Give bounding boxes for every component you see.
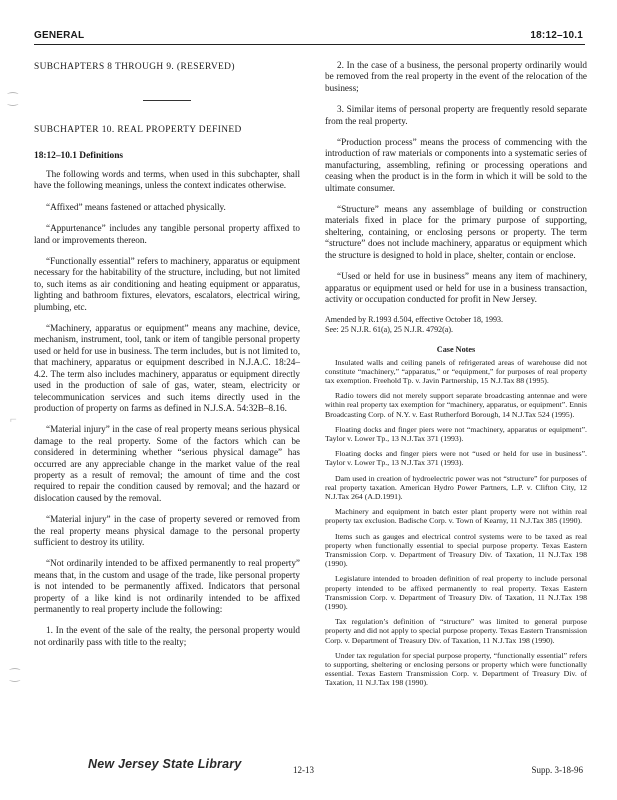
definition-material-injury-real: “Material injury” in the case of real property means serious physical damage to the real property. Some of the factors which can be considered in determining whether “serious physical damage” has occurred are any appreciable change in the market value of the real property as a result of removal; the amount of time and the cost required to repair the condition caused by removal; and the hazard or dislocation caused by the removal. xyxy=(34,424,300,503)
case-note: Floating docks and finger piers were not “used or held for use in business”. Taylor v. Lower Tp., 13 N.J.Tax 371 (1993). xyxy=(325,449,587,468)
definition-affixed: “Affixed” means fastened or attached physically. xyxy=(46,201,226,212)
margin-scribble: ⁐ xyxy=(10,668,20,682)
case-notes-title: Case Notes xyxy=(436,344,476,354)
left-column xyxy=(34,60,300,658)
case-note: Floating docks and finger piers were not “machinery, apparatus or equipment”. Taylor v. Lower Tp., 13 N.J.Tax 371 (1993). xyxy=(325,424,587,443)
case-note: Items such as gauges and electrical control systems were to be taxed as real property when functionally essential to special purpose property. Texas Eastern Transmission Corp. v. Department of Treasury Div. of Taxation, 11 N.J.Tax 198 (1990). xyxy=(325,531,587,569)
margin-scribble: ⁐ xyxy=(8,92,18,106)
margin-scribble: ⌐ xyxy=(10,412,17,426)
case-note: Under tax regulation for special purpose property, “functionally essential” refers to supporting, sheltering or enclosing persons or property which were functionally essential. Texas Eastern Transmission Corp. v. Department of Treasury Div. of Taxation, 11 N.J.Tax 198 (1990). xyxy=(325,650,587,688)
definition-appurtenance: “Appurtenance” includes any tangible personal property affixed to land or improvements thereon. xyxy=(34,223,300,245)
case-note: Radio towers did not merely support separate broadcasting antennae and were within real property tax exemption for “machinery, apparatus, or equipment”. Ennis Broadcasting Corp. of N.Y. v. East Rutherford Borough, 14 N.J.Tax 524 (1995). xyxy=(325,391,587,419)
page-number: 12-13 xyxy=(293,765,314,775)
case-note: Tax regulation’s definition of “structure” was limited to general purpose property and did not apply to special purpose property. Texas Eastern Transmission Corp. v. Department of Treasury Div. of Taxation, 11 N.J.Tax 198 (1990). xyxy=(325,617,587,645)
definition-production-process: “Production process” means the process of commencing with the introduction of raw materials or components into a systematic series of manufacturing, assembling, refining or processing operations and ceasing when the product is in the form in which it will be sold to the ultimate consumer. xyxy=(325,137,587,193)
list-item: 3. Similar items of personal property are frequently resold separate from the real property. xyxy=(325,104,587,126)
definition-used-in-business: “Used or held for use in business” means any item of machinery, apparatus or equipment used or held for use in a business transaction, activity or occupation conducted for profit in New Jersey. xyxy=(325,271,587,304)
intro-paragraph: The following words and terms, when used in this subchapter, shall have the following meanings, unless the context indicates otherwise. xyxy=(34,169,300,191)
subchapter-title: SUBCHAPTER 10. REAL PROPERTY DEFINED xyxy=(34,125,242,135)
definition-functionally-essential: “Functionally essential” refers to machinery, apparatus or equipment necessary for the habitability of the structure, including, but not limited to, such items as air conditioning and heating equipment or apparatus, lighting and bathroom fixtures, elevators, escalators, electrical wiring, plumbing, etc. xyxy=(34,256,300,312)
list-item: 2. In the case of a business, the personal property ordinarily would be removed from the real property in the event of the relocation of the business; xyxy=(325,60,587,93)
case-note: Insulated walls and ceiling panels of refrigerated areas of warehouse did not constitute “machinery,” “apparatus,” or “equipment,” for purposes of real property tax exemption. Freehold Tp. v. Javin Partnership, 15 N.J.Tax 88 (1995). xyxy=(325,357,587,385)
definition-structure: “Structure” means any assemblage of building or construction materials fixed in place for the primary purpose of supporting, sheltering, containing, or enclosing persons or property. The term “structure” does not include machinery, apparatus or equipment which the structure is designed to hold in place, shelter, contain or enclose. xyxy=(325,204,587,260)
subchapter-reserved-heading: SUBCHAPTERS 8 THROUGH 9. (RESERVED) xyxy=(34,62,235,72)
section-heading: 18:12–10.1 Definitions xyxy=(34,151,124,161)
running-header-left: GENERAL xyxy=(34,30,85,41)
definition-machinery: “Machinery, apparatus or equipment” means any machine, device, mechanism, instrument, tool, tank or item of tangible personal property used or held for use in business. The term includes, but is not limited to, that machinery, apparatus or equipment described in N.J.A.C. 18:24–4.2. The term also includes machinery, apparatus or equipment directly used in the production of sale of gas, water, steam, electricity or telecommunication services and such items directly used in the production of property on farms as defined in N.J.S.A. 54:32B–8.16. xyxy=(34,323,300,413)
amendment-note: Amended by R.1993 d.504, effective October 18, 1993. See: 25 N.J.R. 61(a), 25 N.J.R. 4792(a). xyxy=(325,315,504,334)
header-rule xyxy=(34,44,585,45)
supplement-date: Supp. 3-18-96 xyxy=(531,765,583,775)
case-note: Machinery and equipment in batch ester plant property were not within real property tax exclusion. Badische Corp. v. Town of Kearny, 11 N.J.Tax 385 (1990). xyxy=(325,507,587,526)
list-item: 1. In the event of the sale of the realty, the personal property would not ordinarily pass with title to the realty; xyxy=(34,625,300,647)
section-divider xyxy=(143,100,191,101)
right-column xyxy=(325,60,587,694)
definition-material-injury-severed: “Material injury” in the case of property severed or removed from the real property means physical damage to the personal property sufficient to destroy its utility. xyxy=(34,514,300,547)
library-stamp: New Jersey State Library xyxy=(88,757,242,771)
case-note: Legislature intended to broaden definition of real property to include personal property intended to be affixed permanently to real property. Texas Eastern Transmission Corp. v. Department of Treasury Div. of Taxation, 11 N.J.Tax 198 (1990). xyxy=(325,574,587,611)
running-header-right: 18:12–10.1 xyxy=(530,30,583,41)
case-note: Dam used in creation of hydroelectric power was not “structure” for purposes of real property taxation. American Hydro Power Partners, L.P. v. Clifton City, 12 N.J.Tax 264 (A.D.1991). xyxy=(325,473,587,501)
definition-not-ordinarily-affixed: “Not ordinarily intended to be affixed permanently to real property” means that, in the custom and usage of the trade, like personal property is not intended to be permanently affixed. Indicators that personal property of a like kind is not ordinarily intended to be affixed permanently to real property include the following: xyxy=(34,558,300,614)
